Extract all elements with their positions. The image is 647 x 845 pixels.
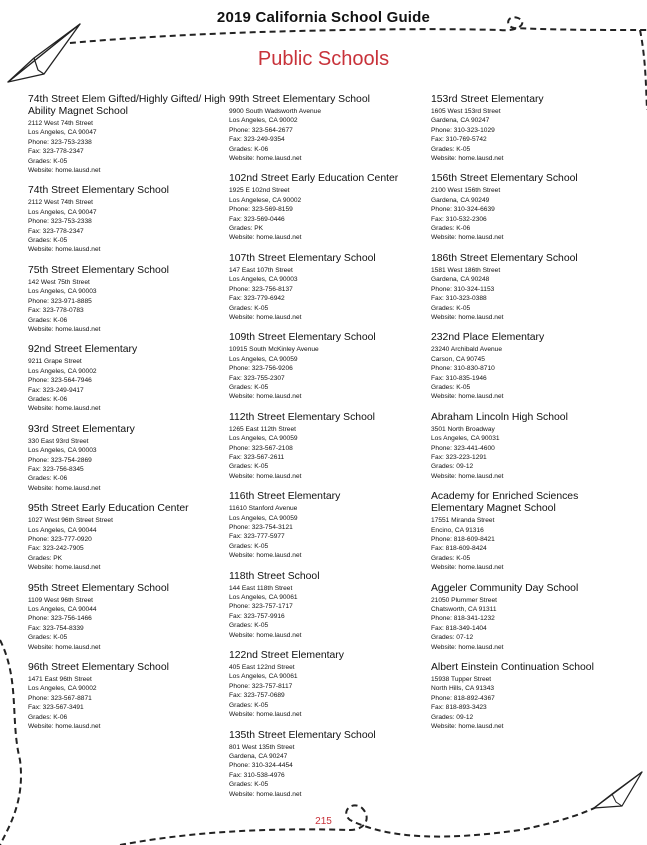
- school-detail-line: Fax: 323-757-9916: [229, 612, 285, 620]
- school-name: 95th Street Early Education Center: [28, 503, 189, 515]
- school-detail-line: Los Angeles, CA 90031: [431, 435, 500, 443]
- school-detail-line: 1925 E 102nd Street: [229, 187, 290, 195]
- school-detail-line: 1471 East 96th Street: [28, 676, 92, 684]
- school-detail-line: Phone: 818-609-8421: [431, 536, 495, 543]
- school-entry: [28, 424, 228, 493]
- school-detail-line: 142 West 75th Street: [28, 278, 90, 286]
- school-entry: [229, 491, 429, 560]
- school-detail-line: Fax: 310-532-2306: [431, 215, 487, 223]
- school-detail-line: Carson, CA 90745: [431, 355, 485, 363]
- school-detail-line: Phone: 818-341-1232: [431, 615, 495, 623]
- school-detail-line: Phone: 323-777-0920: [28, 536, 92, 543]
- school-detail-line: Gardena, CA 90247: [229, 752, 288, 760]
- school-entry: [229, 253, 429, 322]
- school-name: 135th Street Elementary School: [229, 729, 376, 741]
- school-detail-line: Phone: 323-757-1717: [229, 603, 293, 611]
- school-detail-line: Los Angeles, CA 90047: [28, 208, 97, 216]
- school-entry: [431, 662, 631, 731]
- school-name: Academy for Enriched Sciences Elementary Magnet School: [431, 491, 579, 515]
- school-detail-line: Phone: 323-564-7946: [28, 377, 92, 385]
- school-name: 232nd Place Elementary: [431, 332, 545, 344]
- school-detail-line: 405 East 122nd Street: [229, 664, 295, 672]
- school-detail-line: Phone: 323-441-4600: [431, 444, 495, 452]
- school-name: 95th Street Elementary School: [28, 582, 169, 594]
- school-detail-line: Grades: K-05: [229, 463, 269, 471]
- school-detail-line: Grades: K-05: [229, 622, 269, 630]
- school-detail-line: Gardena, CA 90249: [431, 196, 490, 204]
- school-detail-line: Grades: PK: [28, 554, 63, 562]
- school-name: 102nd Street Early Education Center: [229, 173, 399, 185]
- school-name: 96th Street Elementary School: [28, 662, 169, 674]
- section-title: Public Schools: [257, 48, 390, 70]
- school-detail-line: Grades: K-05: [229, 304, 269, 312]
- school-detail-line[interactable]: Website: home.lausd.net: [229, 552, 302, 560]
- school-entry: [431, 332, 631, 401]
- school-detail-line: Fax: 323-569-0446: [229, 215, 285, 223]
- school-detail-line: Fax: 310-323-0388: [431, 295, 487, 303]
- school-detail-line: 1605 West 153rd Street: [431, 108, 501, 115]
- school-detail-line: Fax: 310-538-4976: [229, 771, 285, 779]
- school-detail-line: Fax: 323-242-7905: [28, 545, 84, 553]
- school-name: 116th Street Elementary: [229, 491, 341, 503]
- school-detail-line[interactable]: Website: home.lausd.net: [431, 472, 504, 480]
- school-detail-line[interactable]: Website: home.lausd.net: [431, 723, 504, 731]
- school-detail-line: 17551 Miranda Street: [431, 517, 495, 525]
- school-detail-line[interactable]: Website: home.lausd.net: [28, 723, 101, 731]
- school-detail-line: Fax: 323-756-8345: [28, 465, 84, 473]
- school-name: Abraham Lincoln High School: [431, 411, 568, 423]
- school-detail-line: Grades: K-06: [28, 395, 68, 403]
- school-detail-line: Los Angeles, CA 90059: [229, 514, 298, 522]
- school-detail-line[interactable]: Website: home.lausd.net: [431, 643, 504, 651]
- school-detail-line: Grades: PK: [229, 225, 264, 233]
- school-entry: [229, 412, 429, 481]
- school-detail-line: Phone: 323-564-2677: [229, 126, 293, 134]
- school-column-2: [229, 94, 429, 809]
- school-detail-line: Fax: 818-349-1404: [431, 624, 487, 632]
- school-detail-line: Los Angeles, CA 90059: [229, 435, 298, 443]
- school-detail-line: Fax: 323-777-5977: [229, 533, 285, 541]
- school-entry: [28, 344, 228, 413]
- school-detail-line: Fax: 323-778-0783: [28, 307, 84, 315]
- school-detail-line: Los Angeles, CA 90003: [28, 447, 97, 455]
- school-detail-line[interactable]: Website: home.lausd.net: [431, 313, 504, 321]
- school-detail-line: Phone: 323-756-1466: [28, 615, 92, 623]
- school-detail-line[interactable]: Website: home.lausd.net: [229, 393, 302, 401]
- school-detail-line: 9211 Grape Street: [28, 358, 82, 366]
- school-detail-line: Grades: K-06: [431, 225, 471, 233]
- school-detail-line: Los Angeles, CA 90002: [28, 685, 97, 693]
- school-entry: [28, 94, 228, 175]
- school-detail-line: Phone: 323-754-2869: [28, 456, 92, 464]
- school-detail-line: Phone: 310-830-8710: [431, 365, 495, 373]
- school-name: 186th Street Elementary School: [431, 252, 578, 264]
- school-name: 74th Street Elementary School: [28, 185, 169, 197]
- school-detail-line[interactable]: Website: home.lausd.net: [229, 155, 302, 163]
- school-detail-line: Los Angeles, CA 90003: [229, 276, 298, 284]
- school-detail-line: Fax: 323-779-6942: [229, 295, 285, 303]
- school-detail-line: Grades: K-05: [229, 781, 269, 789]
- school-detail-line: 1109 West 96th Street: [28, 596, 94, 604]
- school-detail-line[interactable]: Website: home.lausd.net: [431, 564, 504, 572]
- school-detail-line: Grades: K-05: [28, 634, 68, 642]
- school-detail-line[interactable]: Website: home.lausd.net: [28, 484, 101, 492]
- school-entry: [431, 253, 631, 322]
- school-entry: [431, 173, 631, 242]
- school-detail-line: Fax: 323-757-0689: [229, 692, 285, 700]
- school-detail-line[interactable]: Website: home.lausd.net: [28, 167, 101, 175]
- school-detail-line: Phone: 323-756-8137: [229, 285, 293, 293]
- school-detail-line: 21050 Plummer Street: [431, 596, 497, 604]
- school-detail-line: Fax: 323-567-3491: [28, 704, 84, 712]
- school-detail-line: Phone: 310-324-4454: [229, 762, 293, 770]
- school-detail-line: Phone: 323-756-9206: [229, 365, 293, 373]
- school-detail-line: Grades: K-05: [28, 157, 68, 165]
- school-detail-line: Grades: K-06: [28, 316, 68, 324]
- school-name: 109th Street Elementary School: [229, 332, 376, 344]
- school-name: Albert Einstein Continuation School: [431, 662, 594, 674]
- school-name: 122nd Street Elementary: [229, 650, 344, 662]
- school-detail-line: Los Angeles, CA 90061: [229, 594, 298, 602]
- school-detail-line: Fax: 818-609-8424: [431, 545, 487, 553]
- school-detail-line: Fax: 323-778-2347: [28, 148, 84, 156]
- school-detail-line: Fax: 323-249-9354: [229, 136, 285, 144]
- school-entry: [431, 94, 631, 163]
- school-detail-line: Los Angeles, CA 90002: [229, 117, 298, 125]
- school-detail-line: 330 East 93rd Street: [28, 437, 89, 445]
- school-detail-line: Fax: 323-223-1291: [431, 453, 487, 461]
- school-detail-line: 1581 West 186th Street: [431, 266, 501, 274]
- school-detail-line[interactable]: Website: home.lausd.net: [28, 325, 101, 333]
- school-detail-line: Grades: 07-12: [431, 634, 474, 642]
- school-detail-line: Grades: K-05: [431, 383, 471, 391]
- school-detail-line: 147 East 107th Street: [229, 266, 293, 274]
- school-name: 118th Street School: [229, 570, 320, 582]
- paper-plane-icon: [592, 768, 644, 812]
- school-detail-line: 2100 West 156th Street: [431, 187, 501, 195]
- guide-title: 2019 California School Guide: [216, 9, 431, 26]
- school-entry: [28, 185, 228, 254]
- school-name: 75th Street Elementary School: [28, 264, 169, 276]
- school-detail-line: Grades: K-05: [431, 145, 471, 153]
- school-entry: [28, 583, 228, 652]
- school-entry: [431, 491, 631, 572]
- school-detail-line: Grades: K-05: [229, 383, 269, 391]
- school-detail-line: 144 East 118th Street: [229, 584, 293, 592]
- school-detail-line: 11610 Stanford Avenue: [229, 505, 298, 513]
- school-detail-line: Los Angeles, CA 90047: [28, 129, 97, 137]
- school-detail-line[interactable]: Website: home.lausd.net: [28, 643, 101, 651]
- school-detail-line: Fax: 323-755-2307: [229, 374, 285, 382]
- school-detail-line[interactable]: Website: home.lausd.net: [229, 790, 302, 798]
- school-detail-line: Los Angeles, CA 90003: [28, 288, 97, 296]
- school-detail-line[interactable]: Website: home.lausd.net: [229, 313, 302, 321]
- school-detail-line: Grades: K-05: [431, 304, 471, 312]
- school-detail-line[interactable]: Website: home.lausd.net: [431, 155, 504, 163]
- school-detail-line: Grades: 09-12: [431, 463, 474, 471]
- school-detail-line: Phone: 323-753-2338: [28, 138, 92, 146]
- school-detail-line: Phone: 323-567-2108: [229, 444, 293, 452]
- school-detail-line: 10915 South McKinley Avenue: [229, 346, 319, 354]
- school-detail-line: 1027 West 96th Street Street: [28, 517, 113, 525]
- school-detail-line: Grades: K-05: [229, 701, 269, 709]
- page-number: 215: [315, 816, 332, 827]
- school-entry: [229, 173, 429, 242]
- school-entry: [431, 412, 631, 481]
- school-detail-line: Fax: 323-754-8339: [28, 624, 84, 632]
- school-detail-line: Phone: 818-892-4367: [431, 694, 495, 702]
- school-detail-line[interactable]: Website: home.lausd.net: [431, 393, 504, 401]
- school-detail-line: Grades: K-06: [229, 145, 269, 153]
- school-detail-line: Phone: 323-754-3121: [229, 524, 293, 531]
- school-detail-line: 2112 West 74th Street: [28, 120, 94, 127]
- school-detail-line[interactable]: Website: home.lausd.net: [229, 631, 302, 639]
- school-entry: [229, 650, 429, 719]
- school-detail-line: 9900 South Wadsworth Avenue: [229, 108, 322, 115]
- school-detail-line: Gardena, CA 90248: [431, 276, 490, 284]
- school-detail-line[interactable]: Website: home.lausd.net: [28, 246, 101, 254]
- school-detail-line: Los Angeles, CA 90061: [229, 673, 298, 681]
- school-column-3: [431, 94, 631, 742]
- school-detail-line: Fax: 310-769-5742: [431, 136, 487, 144]
- school-name: 93rd Street Elementary: [28, 423, 135, 435]
- school-detail-line: 2112 West 74th Street: [28, 199, 94, 207]
- school-detail-line: Grades: K-05: [28, 237, 68, 245]
- school-detail-line: Grades: K-06: [28, 475, 68, 483]
- school-detail-line: North Hills, CA 91343: [431, 685, 495, 693]
- school-detail-line: 15938 Tupper Street: [431, 676, 492, 684]
- school-name: 92nd Street Elementary: [28, 344, 138, 356]
- school-detail-line[interactable]: Website: home.lausd.net: [28, 405, 101, 413]
- school-entry: [229, 571, 429, 640]
- school-name: 153rd Street Elementary: [431, 94, 544, 105]
- school-detail-line: Phone: 323-569-8159: [229, 206, 293, 214]
- school-name: 107th Street Elementary School: [229, 252, 376, 264]
- school-detail-line: Fax: 818-893-3423: [431, 704, 487, 712]
- school-detail-line: Los Angeles, CA 90044: [28, 606, 97, 614]
- school-entry: [28, 662, 228, 731]
- school-detail-line: Fax: 310-835-1946: [431, 374, 487, 382]
- school-detail-line: Fax: 323-778-2347: [28, 227, 84, 235]
- school-detail-line: Grades: K-06: [28, 713, 68, 721]
- school-detail-line[interactable]: Website: home.lausd.net: [431, 234, 504, 242]
- school-detail-line: Phone: 323-567-8871: [28, 694, 92, 702]
- school-detail-line: Encino, CA 91316: [431, 526, 484, 534]
- school-detail-line: Phone: 323-753-2338: [28, 218, 92, 226]
- school-detail-line: Phone: 310-324-1153: [431, 285, 495, 293]
- school-detail-line: Grades: K-05: [229, 542, 269, 550]
- school-detail-line: Fax: 323-249-9417: [28, 386, 84, 394]
- school-name: 112th Street Elementary School: [229, 411, 375, 423]
- school-detail-line: Los Angeles, CA 90044: [28, 526, 97, 534]
- school-detail-line: 1265 East 112th Street: [229, 425, 296, 433]
- school-entry: [28, 503, 228, 572]
- school-name: 156th Street Elementary School: [431, 173, 578, 185]
- school-detail-line: 23240 Archibald Avenue: [431, 346, 503, 354]
- school-column-1: [28, 94, 228, 742]
- school-detail-line: Chatsworth, CA 91311: [431, 606, 497, 614]
- school-name: Aggeler Community Day School: [431, 582, 579, 594]
- school-entry: [229, 94, 429, 163]
- school-detail-line: Phone: 323-757-8117: [229, 682, 293, 690]
- school-detail-line: Grades: K-05: [431, 554, 471, 562]
- school-detail-line[interactable]: Website: home.lausd.net: [28, 564, 101, 572]
- school-detail-line: 3501 North Broadway: [431, 425, 495, 433]
- school-detail-line[interactable]: Website: home.lausd.net: [229, 711, 302, 719]
- school-entry: [28, 265, 228, 334]
- school-entry: [229, 730, 429, 799]
- school-detail-line: Grades: 09-12: [431, 713, 474, 721]
- school-detail-line: Gardena, CA 90247: [431, 117, 490, 125]
- school-detail-line[interactable]: Website: home.lausd.net: [229, 472, 302, 480]
- school-detail-line[interactable]: Website: home.lausd.net: [229, 234, 302, 242]
- school-detail-line: Phone: 323-971-8885: [28, 297, 92, 305]
- school-entry: [431, 583, 631, 652]
- school-detail-line: Phone: 310-324-6639: [431, 206, 495, 214]
- school-detail-line: Los Angeles, CA 90059: [229, 355, 298, 363]
- school-detail-line: Los Angeles, CA 90002: [28, 367, 97, 375]
- school-name: 74th Street Elem Gifted/Highly Gifted/ High Ability Magnet School: [28, 94, 226, 117]
- school-entry: [229, 332, 429, 401]
- school-detail-line: Fax: 323-567-2611: [229, 453, 285, 461]
- school-detail-line: Los Angelese, CA 90002: [229, 196, 302, 204]
- school-detail-line: Phone: 310-323-1029: [431, 126, 495, 134]
- school-name: 99th Street Elementary School: [229, 94, 370, 105]
- school-detail-line: 801 West 135th Street: [229, 743, 295, 751]
